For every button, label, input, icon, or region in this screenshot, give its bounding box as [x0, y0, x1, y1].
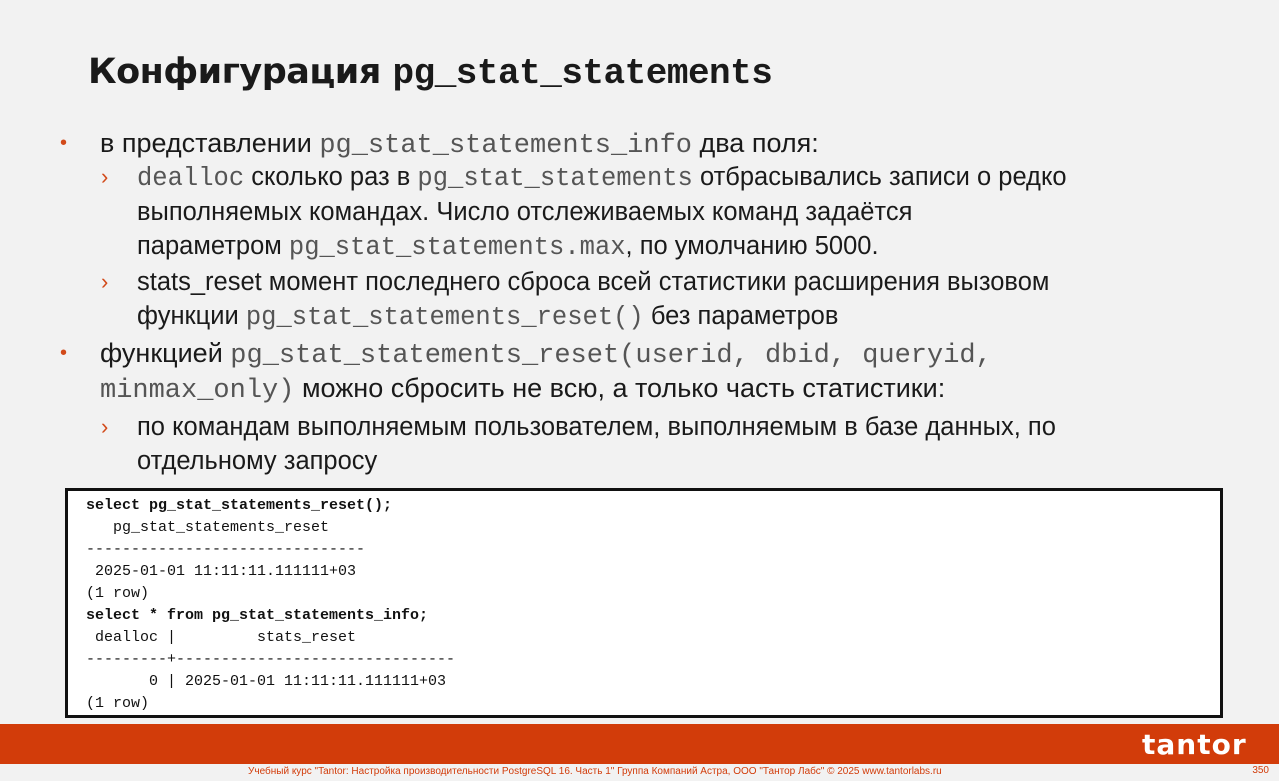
code-line: ---------+------------------------------- — [86, 651, 456, 668]
reset-signature-code-2: minmax_only) — [100, 376, 295, 406]
bullet-1-1-line-2: выполняемых командах. Число отслеживаемых команд задаётся — [137, 198, 913, 226]
bullet-1-1-line-3 — [137, 229, 879, 265]
footer-bar — [0, 724, 1279, 764]
code-line: pg_stat_statements_reset — [86, 519, 330, 536]
code-line: 2025-01-01 11:11:11.111111+03 — [86, 563, 357, 580]
bullet-dot: • — [60, 132, 68, 154]
bullet-1-1-text-4: , по умолчанию 5000. — [625, 232, 879, 260]
bullet-1-1-text: сколько раз в — [251, 163, 411, 191]
bullet-dot: • — [60, 342, 68, 364]
slide-title — [88, 52, 772, 94]
bullet-2-text: функцией — [100, 338, 223, 368]
code-line: dealloc | stats_reset — [86, 629, 357, 646]
bullet-2-line-2 — [100, 371, 945, 408]
code-line: ------------------------------- — [86, 541, 366, 558]
bullet-1-text-2: два поля: — [699, 128, 819, 158]
bullet-2-1-line-1: по командам выполняемым пользователем, выполняемым в базе данных, по — [137, 413, 1056, 441]
title-text: Конфигурация — [88, 52, 381, 92]
bullet-1-2-text: функции — [137, 302, 239, 330]
bullet-1-2-text-2: без параметров — [650, 302, 839, 330]
subbullet-arrow: › — [101, 269, 109, 294]
max-param-code: pg_stat_statements.max — [288, 233, 626, 262]
bullet-2-1-line-2: отдельному запросу — [137, 447, 378, 475]
page-number: 350 — [1252, 765, 1269, 776]
dealloc-code: dealloc — [137, 164, 245, 193]
bullet-1-2-line-2 — [137, 299, 838, 335]
tantor-logo: tantor — [1142, 728, 1247, 761]
bullet-1-1-line-1 — [137, 160, 1067, 196]
bullet-1-1-code: pg_stat_statements — [417, 164, 693, 193]
code-line: 0 | 2025-01-01 11:11:11.111111+03 — [86, 673, 447, 690]
reset-func-code: pg_stat_statements_reset() — [245, 303, 644, 332]
title-mono: pg_stat_statements — [392, 53, 773, 94]
code-block — [65, 488, 1223, 718]
code-line: (1 row) — [86, 695, 150, 712]
reset-signature-code: pg_stat_statements_reset(userid, dbid, queryid, — [230, 341, 992, 371]
code-line: select * from pg_stat_statements_info; — [86, 607, 429, 624]
bullet-1-1-text-2: отбрасывались записи о редко — [699, 163, 1067, 191]
subbullet-arrow: › — [101, 164, 109, 189]
bullet-1-code: pg_stat_statements_info — [319, 131, 692, 161]
bullet-1-1-text-3: параметром — [137, 232, 282, 260]
bullet-2-text-2: можно сбросить не всю, а только часть статистики: — [301, 373, 946, 403]
code-line: select pg_stat_statements_reset(); — [86, 497, 393, 514]
bullet-1-2-line-1: stats_reset момент последнего сброса всей статистики расширения вызовом — [137, 268, 1050, 296]
code-line: (1 row) — [86, 585, 150, 602]
bullet-1 — [100, 126, 819, 163]
bullet-2-line-1 — [100, 336, 992, 373]
footer-text: Учебный курс "Tantor: Настройка производительности PostgreSQL 16. Часть 1" Группа Компаний Астра, ООО "Тантор Лабс" © 2025 www.tantorlabs.ru — [248, 766, 942, 777]
bullet-1-text: в представлении — [100, 128, 312, 158]
code-text — [86, 495, 455, 715]
subbullet-arrow: › — [101, 414, 109, 439]
